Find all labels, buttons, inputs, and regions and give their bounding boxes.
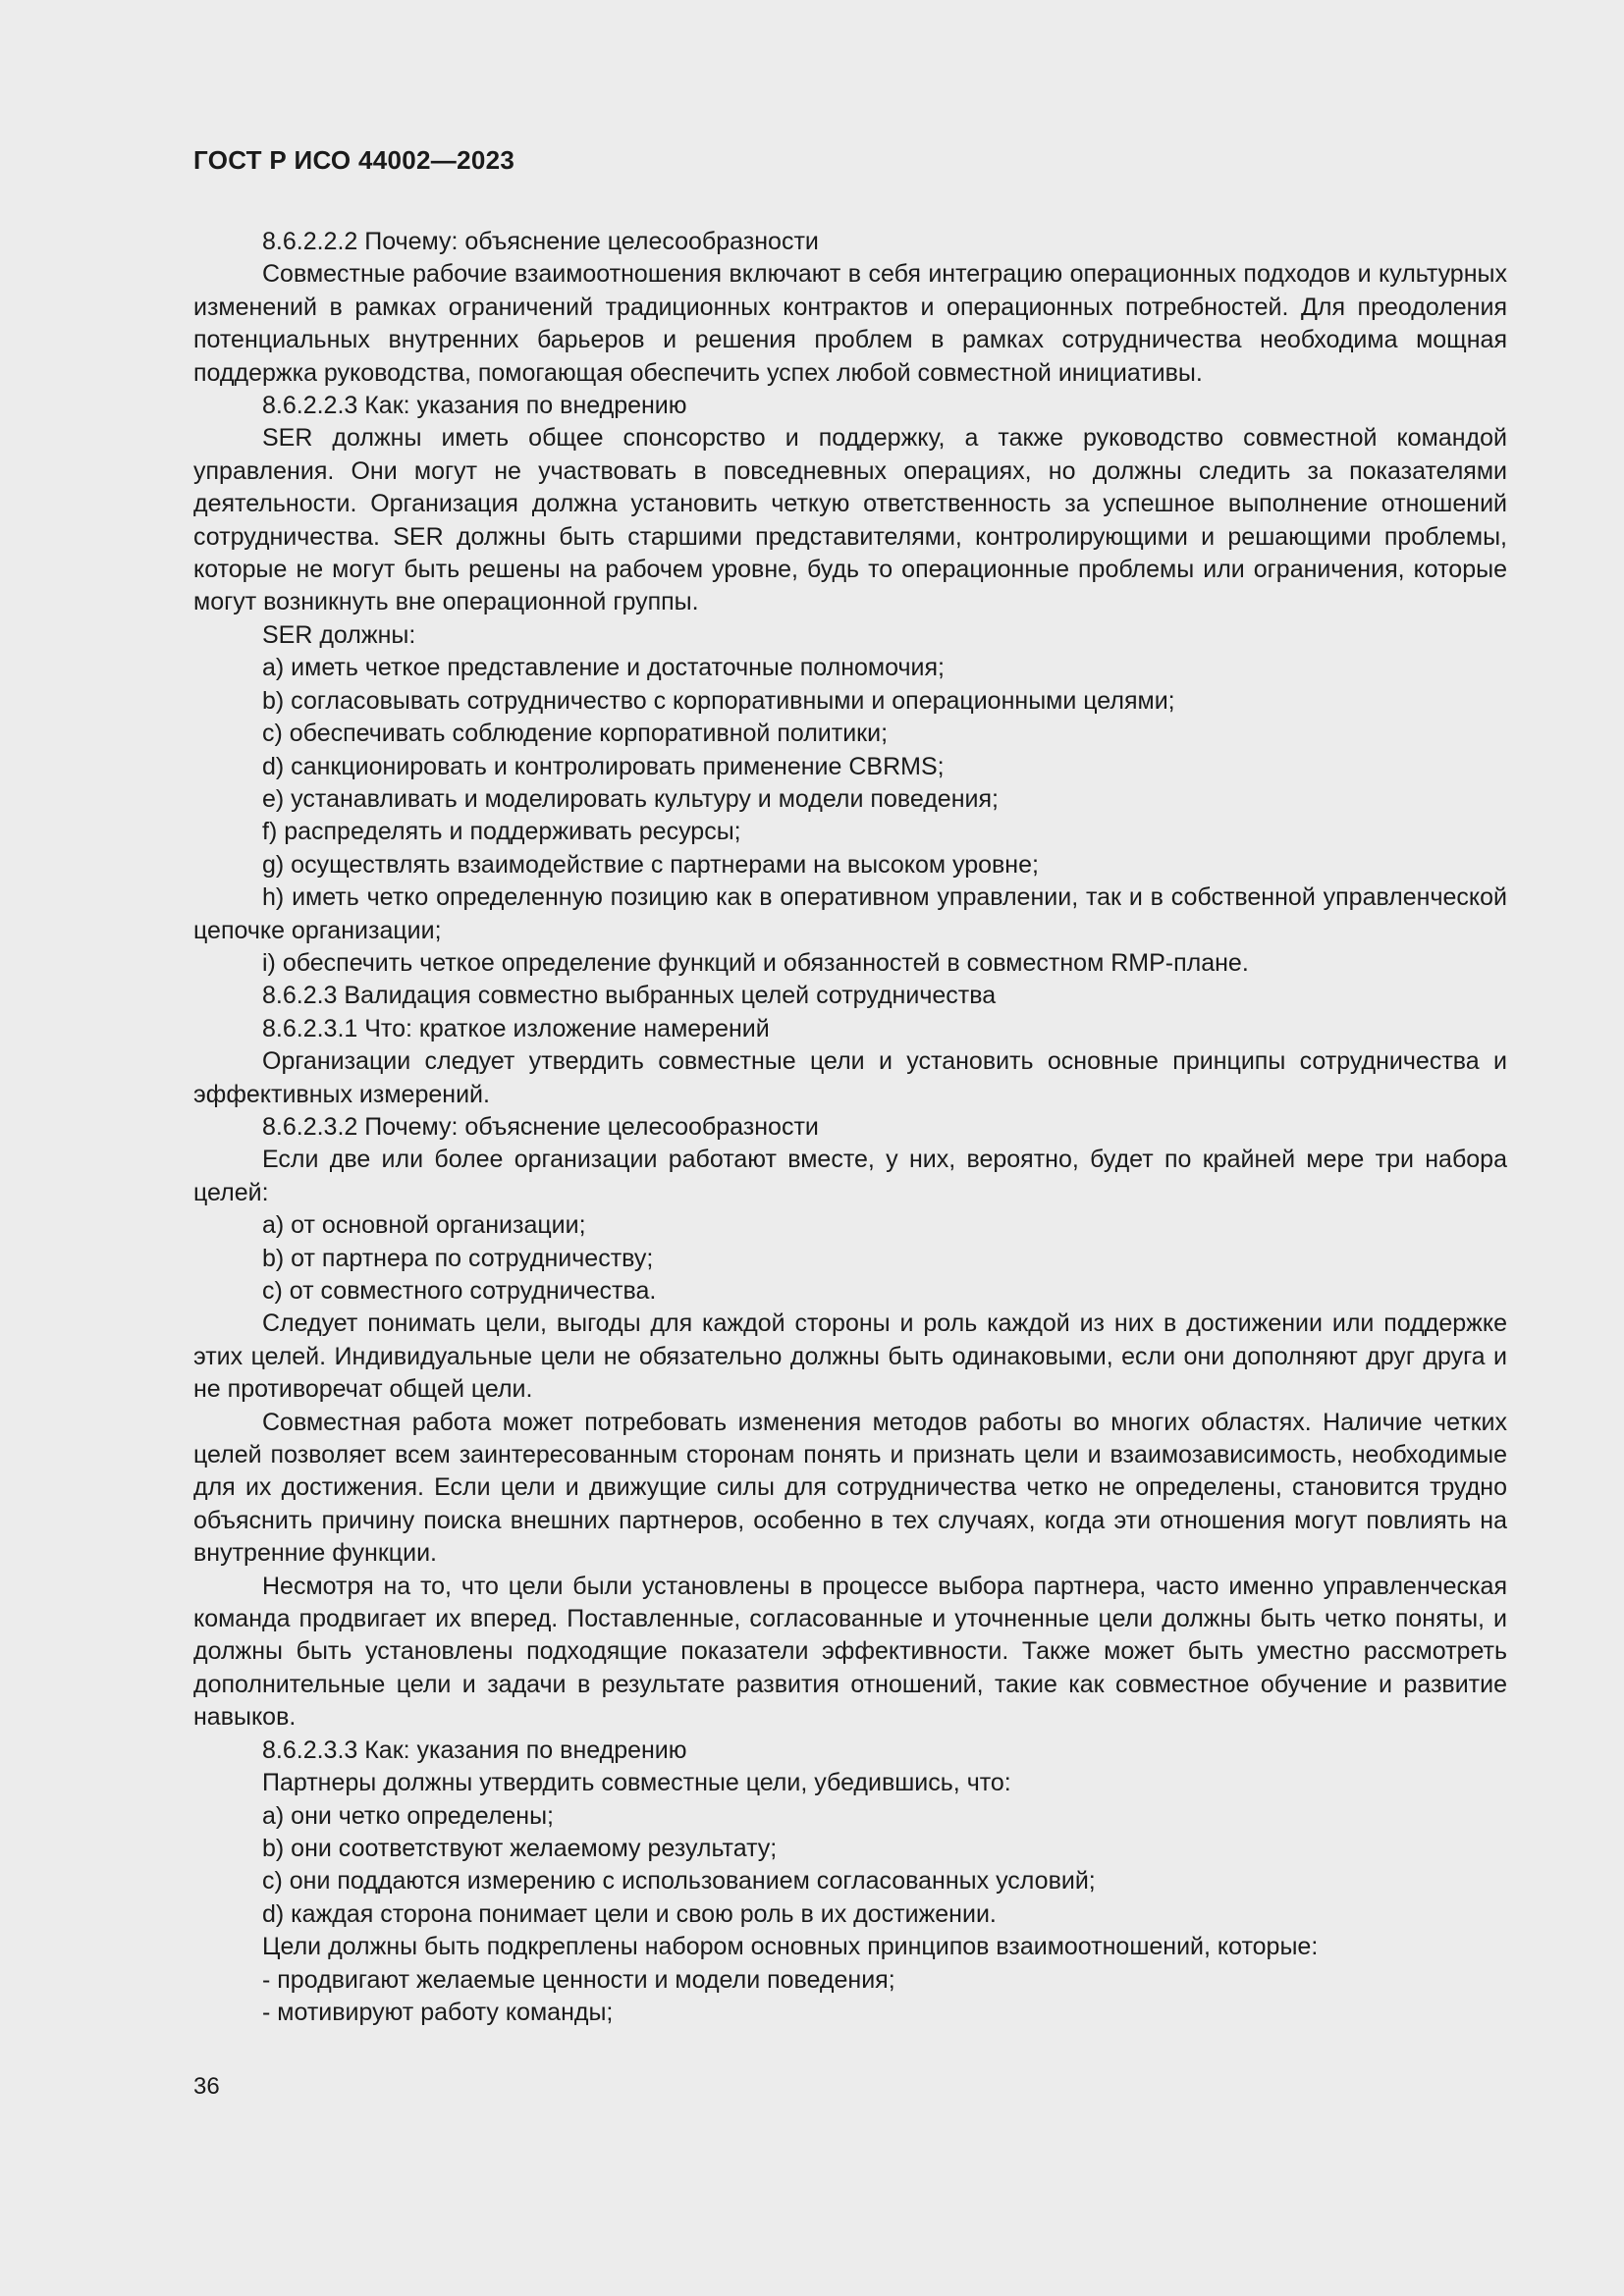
list-item: a) они четко определены; [262, 1801, 554, 1830]
list-item: a) иметь четкое представление и достаточные полномочия; [262, 654, 945, 682]
paragraph: Партнеры должны утвердить совместные цели, убедившись, что: [262, 1769, 1011, 1797]
section-heading: 8.6.2.3 Валидация совместно выбранных целей сотрудничества [262, 982, 997, 1010]
paragraph: Организации следует утвердить совместные цели и установить основные принципы сотрудничества и эффективных измерений. [193, 1047, 1507, 1108]
list-item: c) от совместного сотрудничества. [262, 1277, 657, 1305]
list-item: - мотивируют работу команды; [262, 1998, 614, 2026]
list-item: d) санкционировать и контролировать применение CBRMS; [262, 752, 945, 780]
paragraph: SER должны иметь общее спонсорство и поддержку, а также руководство совместной командой управления. Они могут не участвовать в повседневных операциях, но должны следить за показателями деятельности. Организация должна установить четкую ответственность за успешное выполнение отношений сотрудничества. SER должны быть старшими представителями, контролирующими и решающими проблемы, которые не могут быть решены на рабочем уровне, будь то операционные проблемы или ограничения, которые могут возникнуть вне операционной группы. [193, 424, 1507, 616]
paragraph: Совместные рабочие взаимоотношения включают в себя интеграцию операционных подходов и культурных изменений в рамках ограничений традиционных контрактов и операционных потребностей. Для преодоления потенциальных внутренних барьеров и решения проблем в рамках сотрудничества необходима мощная поддержка руководства, помогающая обеспечить успех любой совместной инициативы. [193, 260, 1507, 387]
list-item: c) обеспечивать соблюдение корпоративной политики; [262, 720, 889, 748]
paragraph: SER должны: [262, 620, 416, 649]
list-item: i) обеспечить четкое определение функций и обязанностей в совместном RMP-плане. [262, 948, 1249, 977]
paragraph: Совместная работа может потребовать изменения методов работы во многих областях. Наличие четких целей позволяет всем заинтересованным сторонам понять и признать цели и взаимозависимость, необходимые для их достижения. Если цели и движущие силы для сотрудничества четко не определены, становится трудно объяснить причину поиска внешних партнеров, особенно в тех случаях, когда эти отношения могут повлиять на внутренние функции. [193, 1408, 1507, 1568]
paragraph: Несмотря на то, что цели были установлены в процессе выбора партнера, часто именно управленческая команда продвигает их вперед. Поставленные, согласованные и уточненные цели должны быть четко поняты, и должны быть установлены подходящие показатели эффективности. Также может быть уместно рассмотреть дополнительные цели и задачи в результате развития отношений, такие как совместное обучение и развитие навыков. [193, 1572, 1507, 1732]
list-item: b) они соответствуют желаемому результату; [262, 1834, 778, 1862]
list-item: f) распределять и поддерживать ресурсы; [262, 818, 741, 846]
paragraph: Цели должны быть подкреплены набором основных принципов взаимоотношений, которые: [262, 1933, 1319, 1961]
page-number: 36 [193, 2073, 220, 2100]
list-item: g) осуществлять взаимодействие с партнерами на высоком уровне; [262, 850, 1039, 879]
paragraph: 8.6.2.2.3 Как: указания по внедрению [262, 392, 687, 420]
list-item: - продвигают желаемые ценности и модели поведения; [262, 1965, 895, 1994]
paragraph: Если две или более организации работают вместе, у них, вероятно, будет по крайней мере три набора целей: [193, 1146, 1507, 1206]
paragraph: 8.6.2.2.2 Почему: объяснение целесообразности [262, 228, 819, 255]
list-item: d) каждая сторона понимает цели и свою роль в их достижении. [262, 1899, 997, 1928]
document-header: ГОСТ Р ИСО 44002—2023 [193, 145, 515, 175]
list-item: b) от партнера по сотрудничеству; [262, 1244, 654, 1272]
list-item: a) от основной организации; [262, 1211, 586, 1240]
paragraph: Следует понимать цели, выгоды для каждой стороны и роль каждой из них в достижении или поддержке этих целей. Индивидуальные цели не обязательно должны быть одинаковыми, если они дополняют друг друга и не противоречат общей цели. [193, 1309, 1507, 1404]
list-item: e) устанавливать и моделировать культуру и модели поведения; [262, 784, 999, 813]
section-heading: 8.6.2.3.3 Как: указания по внедрению [262, 1735, 687, 1764]
section-heading: 8.6.2.3.2 Почему: объяснение целесообразности [262, 1112, 819, 1141]
list-item: h) иметь четко определенную позицию как в оперативном управлении, так и в собственной управленческой цепочке организации; [193, 883, 1507, 944]
list-item: b) согласовывать сотрудничество с корпоративными и операционными целями; [262, 686, 1175, 715]
section-heading: 8.6.2.3.1 Что: краткое изложение намерений [262, 1014, 770, 1042]
list-item: c) они поддаются измерению с использованием согласованных условий; [262, 1867, 1096, 1896]
document-body [193, 226, 1507, 2029]
